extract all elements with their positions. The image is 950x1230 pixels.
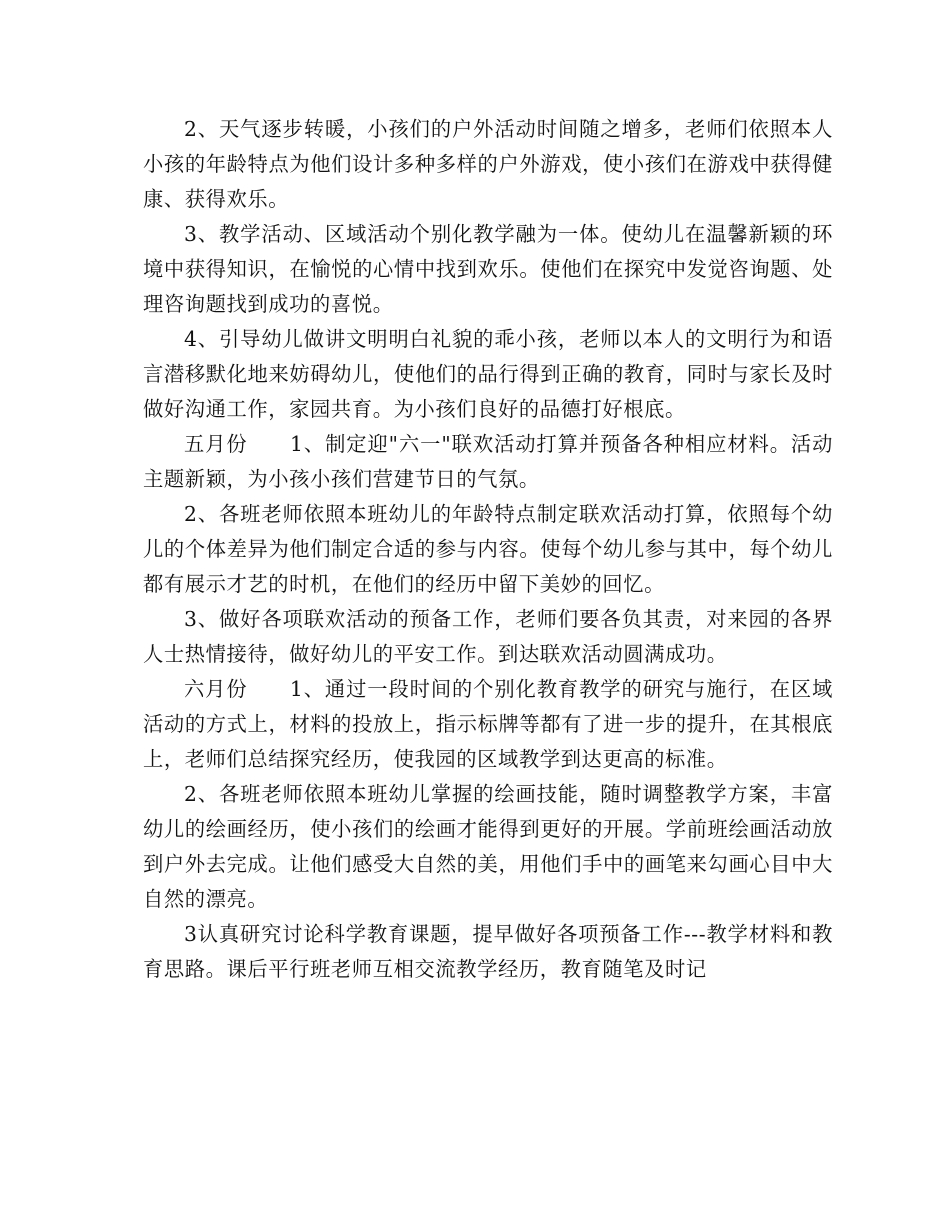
document-body [143, 112, 833, 987]
paragraph-may-preparation: 3、做好各项联欢活动的预备工作，老师们要各负其责，对来园的各界人士热情接待，做好幼儿的平安工作。到达联欢活动圆满成功。 [143, 607, 833, 666]
paragraph-teaching-integration: 3、教学活动、区域活动个别化教学融为一体。使幼儿在温馨新颖的环境中获得知识，在愉悦的心情中找到欢乐。使他们在探究中发觉咨询题、处理咨询题找到成功的喜悦。 [143, 222, 833, 316]
paragraph-june-research: 3认真研究讨论科学教育课题，提早做好各项预备工作---教学材料和教育思路。课后平行班老师互相交流教学经历，教育随笔及时记 [143, 922, 833, 981]
paragraph-manners-education: 4、引导幼儿做讲文明明白礼貌的乖小孩，老师以本人的文明行为和语言潜移默化地来妨碍幼儿，使他们的品行得到正确的教育，同时与家长及时做好沟通工作，家园共育。为小孩们良好的品德打好根底。 [143, 327, 833, 421]
paragraph-outdoor-activities: 2、天气逐步转暖，小孩们的户外活动时间随之增多，老师们依照本人小孩的年龄特点为他们设计多种多样的户外游戏，使小孩们在游戏中获得健康、获得欢乐。 [143, 117, 833, 211]
paragraph-may-class-plan: 2、各班老师依照本班幼儿的年龄特点制定联欢活动打算，依照每个幼儿的个体差异为他们制定合适的参与内容。使每个幼儿参与其中，每个幼儿都有展示才艺的时机，在他们的经历中留下美妙的回忆。 [143, 502, 833, 596]
paragraph-june-plan: 六月份 1、通过一段时间的个别化教育教学的研究与施行，在区域活动的方式上，材料的投放上，指示标牌等都有了进一步的提升，在其根底上，老师们总结探究经历，使我园的区域教学到达更高的标准。 [143, 677, 833, 771]
paragraph-may-plan: 五月份 1、制定迎"六一"联欢活动打算并预备各种相应材料。活动主题新颖，为小孩小孩们营建节日的气氛。 [143, 432, 833, 491]
paragraph-june-drawing: 2、各班老师依照本班幼儿掌握的绘画技能，随时调整教学方案，丰富幼儿的绘画经历，使小孩们的绘画才能得到更好的开展。学前班绘画活动放到户外去完成。让他们感受大自然的美，用他们手中的画笔来勾画心目中大自然的漂亮。 [143, 782, 833, 911]
